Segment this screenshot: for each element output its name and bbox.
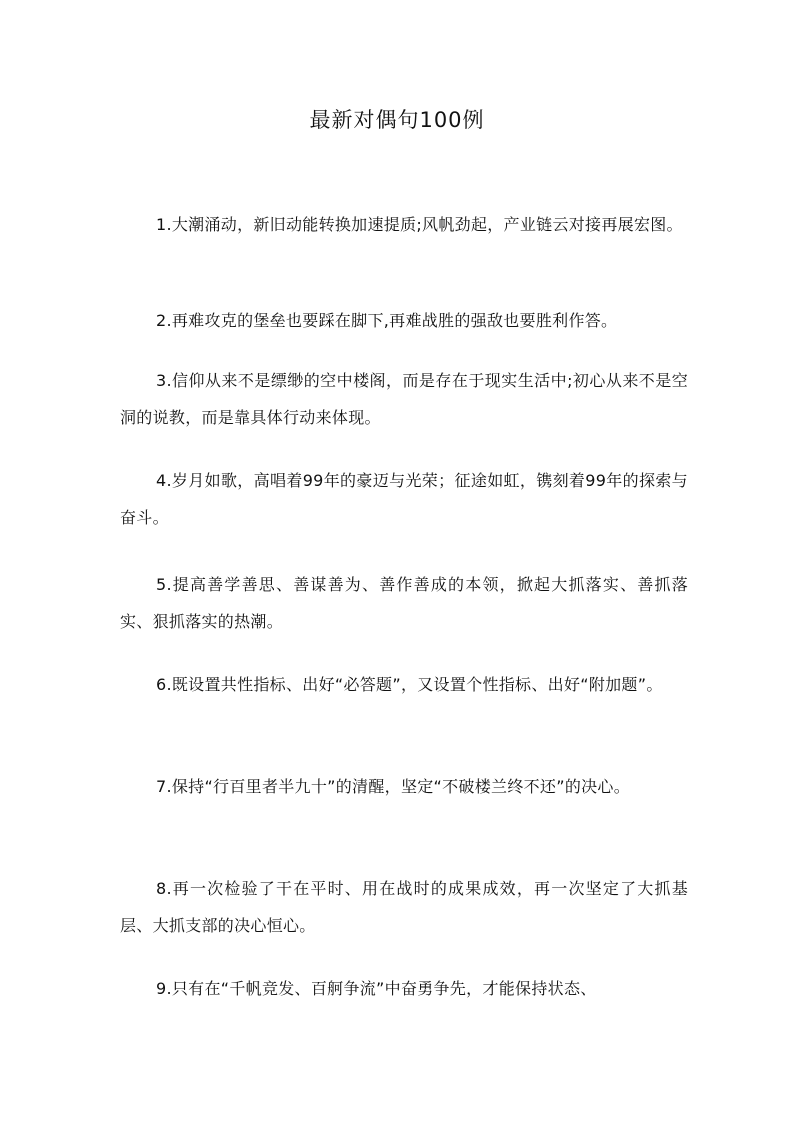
paragraph-5: 5.提高善学善思、善谋善为、善作善成的本领，掀起大抓落实、善抓落实、狠抓落实的热潮。 (120, 575, 688, 631)
paragraph-2: 2.再难攻克的堡垒也要踩在脚下,再难战胜的强敌也要胜利作答。 (156, 311, 618, 330)
paragraph-9: 9.只有在“千帆竞发、百舸争流”中奋勇争先，才能保持状态、 (156, 979, 597, 998)
paragraph-8: 8.再一次检验了干在平时、用在战时的成果成效，再一次坚定了大抓基层、大抓支部的决心恒心。 (120, 879, 688, 935)
paragraph-4: 4.岁月如歌，高唱着99年的豪迈与光荣；征途如虹，镌刻着99年的探索与奋斗。 (120, 471, 688, 527)
paragraph-6: 6.既设置共性指标、出好“必答题”，又设置个性指标、出好“附加题”。 (156, 675, 663, 694)
paragraph-1: 1.大潮涌动，新旧动能转换加速提质;风帆劲起，产业链云对接再展宏图。 (156, 215, 683, 234)
document-title: 最新对偶句100例 (309, 108, 485, 132)
paragraph-3: 3.信仰从来不是缥缈的空中楼阁，而是存在于现实生活中;初心从来不是空洞的说教，而是靠具体行动来体现。 (120, 371, 688, 427)
paragraph-7: 7.保持“行百里者半九十”的清醒，坚定“不破楼兰终不还”的决心。 (156, 777, 631, 796)
